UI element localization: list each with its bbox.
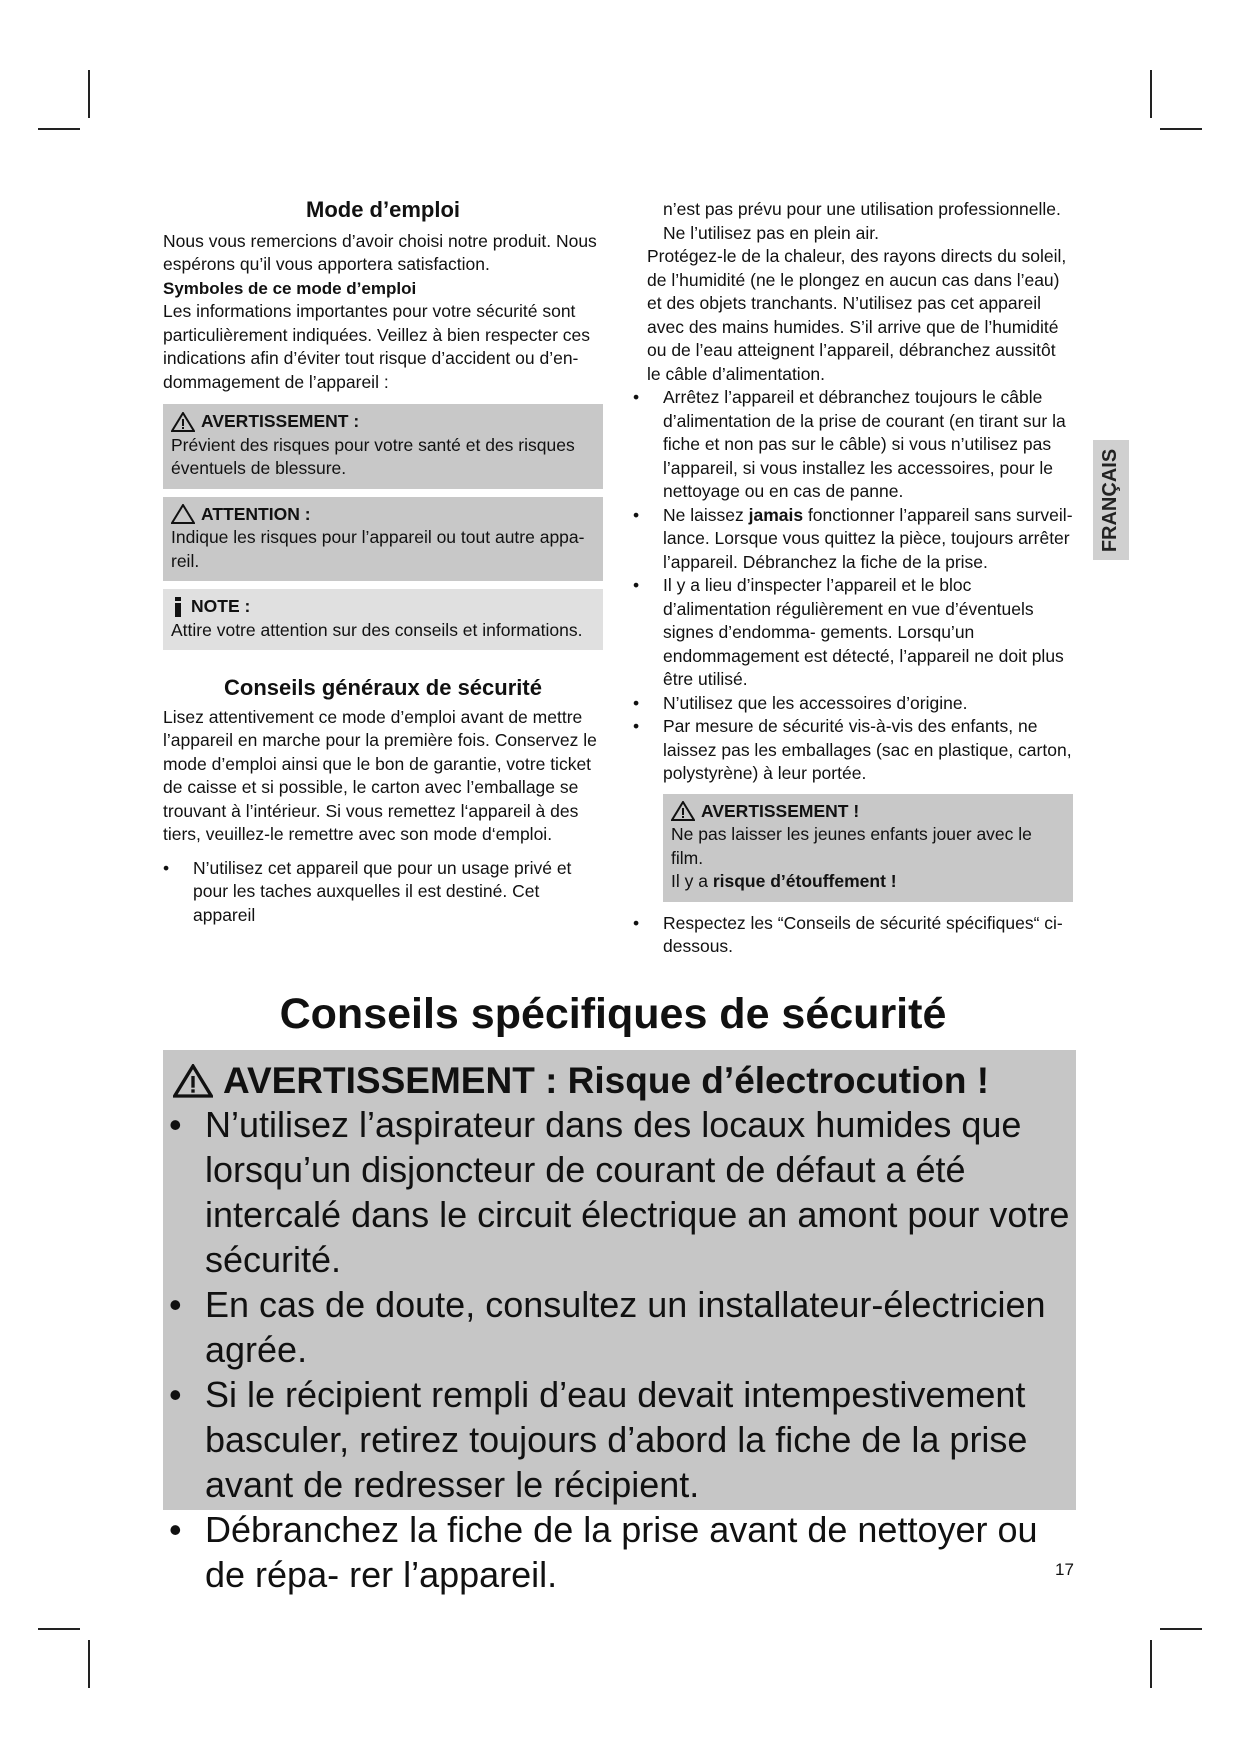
warning-text: Prévient des risques pour votre santé et des risques éventuels de blessure. [171, 434, 575, 478]
crop-mark [1150, 70, 1152, 118]
suffocation-warning-text: Il y a risque d’étouffement ! [671, 871, 897, 891]
continued-text: Protégez-le de la chaleur, des rayons directs du soleil, de l’humidité (ne le plongez en aucun cas dans l’eau) et des objets tranchants. N’utilisez pas cet appareil avec des mains humides. S’il arrive que de l’humidité ou de l’eau atteignent l’appareil, débranchez aussitôt le câble d’alimentation. [647, 246, 1067, 384]
language-tab-label: FRANÇAIS [1099, 448, 1122, 552]
list-item: • N’utilisez que les accessoires d’origine. [633, 692, 1073, 716]
list-item: • Ne laissez jamais fonctionner l’appareil sans surveil- lance. Lorsque vous quittez la pièce, toujours arrêter l’appareil. Débranchez la fiche de la prise. [633, 504, 1073, 575]
warning-box [163, 404, 603, 489]
list-item: • Respectez les “Conseils de sécurité spécifiques“ ci- dessous. [633, 912, 1073, 959]
attention-title: ATTENTION : [201, 503, 311, 524]
suffocation-warning-title: AVERTISSEMENT ! [701, 800, 860, 821]
general-safety-text: Lisez attentivement ce mode d’emploi avant de mettre l’appareil en marche pour la première fois. Conservez le mode d’emploi ainsi que le bon de garantie, votre ticket de caisse et si possible, le carton avec l’emballage se trouvant à l’intérieur. Si vous remettez l‘appareil à des tiers, veuillez-le remettre avec son mode d‘emploi. [163, 706, 597, 844]
crop-mark [38, 128, 80, 130]
suffocation-warning-box [663, 794, 1073, 902]
crop-mark [1160, 1628, 1202, 1630]
electrocution-warning-title: AVERTISSEMENT : Risque d’électrocution ! [223, 1060, 990, 1101]
list-item: • En cas de doute, consultez un installateur-électricien agrée. [169, 1282, 1076, 1372]
crop-mark [1160, 128, 1202, 130]
specific-safety-title: Conseils spécifiques de sécurité [279, 990, 947, 1038]
note-title: NOTE : [191, 596, 251, 616]
crop-mark [38, 1628, 80, 1630]
crop-mark [1150, 1640, 1152, 1688]
list-item: • N’utilisez l’aspirateur dans des locaux humides que lorsqu’un disjoncteur de courant de défaut a été intercalé dans le circuit électrique an amont pour votre sécurité. [169, 1102, 1076, 1282]
list-item: • Arrêtez l’appareil et débranchez toujours le câble d’alimentation de la prise de courant (en tirant sur la fiche et non pas sur le câble) si vous n’utilisez pas l’appareil, si vous installez les accessoires, pour le nettoyage ou en cas de panne. [633, 386, 1073, 504]
continued-text: Ne l’utilisez pas en plein air. [663, 222, 879, 243]
symbols-heading: Symboles de ce mode d’emploi [163, 278, 417, 298]
warning-triangle-icon [171, 412, 195, 432]
language-tab [1093, 440, 1129, 560]
intro-text: Nous vous remercions d’avoir choisi notre produit. Nous espérons qu’il vous apportera satisfaction. [163, 230, 597, 274]
list-item: • Débranchez la fiche de la prise avant de nettoyer ou de répa- rer l’appareil. [169, 1507, 1076, 1597]
note-text: Attire votre attention sur des conseils et informations. [171, 619, 583, 640]
suffocation-warning-text: Ne pas laisser les jeunes enfants jouer avec le film. [671, 824, 1032, 868]
list-item: • Par mesure de sécurité vis-à-vis des enfants, ne laissez pas les emballages (sac en plastique, carton, polystyrène) à leur portée. [633, 715, 1073, 786]
general-safety-title: Conseils généraux de sécurité [224, 675, 542, 700]
info-icon [171, 596, 185, 618]
list-item: • N’utilisez cet appareil que pour un usage privé et pour les taches auxquelles il est destiné. Cet appareil [163, 857, 603, 928]
right-column [633, 198, 1073, 959]
warning-triangle-icon [173, 1064, 213, 1098]
attention-text: Indique les risques pour l’appareil ou tout autre appa- reil. [171, 527, 585, 571]
crop-mark [88, 1640, 90, 1688]
note-box [163, 589, 603, 650]
attention-box [163, 497, 603, 582]
left-column [163, 198, 603, 927]
warning-triangle-icon [671, 801, 695, 821]
warning-title: AVERTISSEMENT : [201, 411, 360, 431]
list-item: • Si le récipient rempli d’eau devait intempestivement basculer, retirez toujours d’abord la fiche de la prise avant de redresser le récipient. [169, 1372, 1076, 1507]
list-item: • Il y a lieu d’inspecter l’appareil et le bloc d’alimentation régulièrement en vue d’éventuels signes d’endomma- gements. Lorsqu’un endommagement est détecté, l’appareil ne doit plus être utilisé. [633, 574, 1073, 692]
continued-text: n’est pas prévu pour une utilisation professionnelle. [663, 199, 1061, 219]
attention-triangle-icon [171, 504, 195, 524]
symbols-text: Les informations importantes pour votre sécurité sont particulièrement indiquées. Veillez à bien respecter ces indications afin d’éviter tout risque d’accident ou d’en- dommagement de l’appareil : [163, 301, 591, 392]
crop-mark [88, 70, 90, 118]
page-number: 17 [1055, 1560, 1074, 1579]
mode-emploi-title: Mode d’emploi [306, 197, 460, 222]
